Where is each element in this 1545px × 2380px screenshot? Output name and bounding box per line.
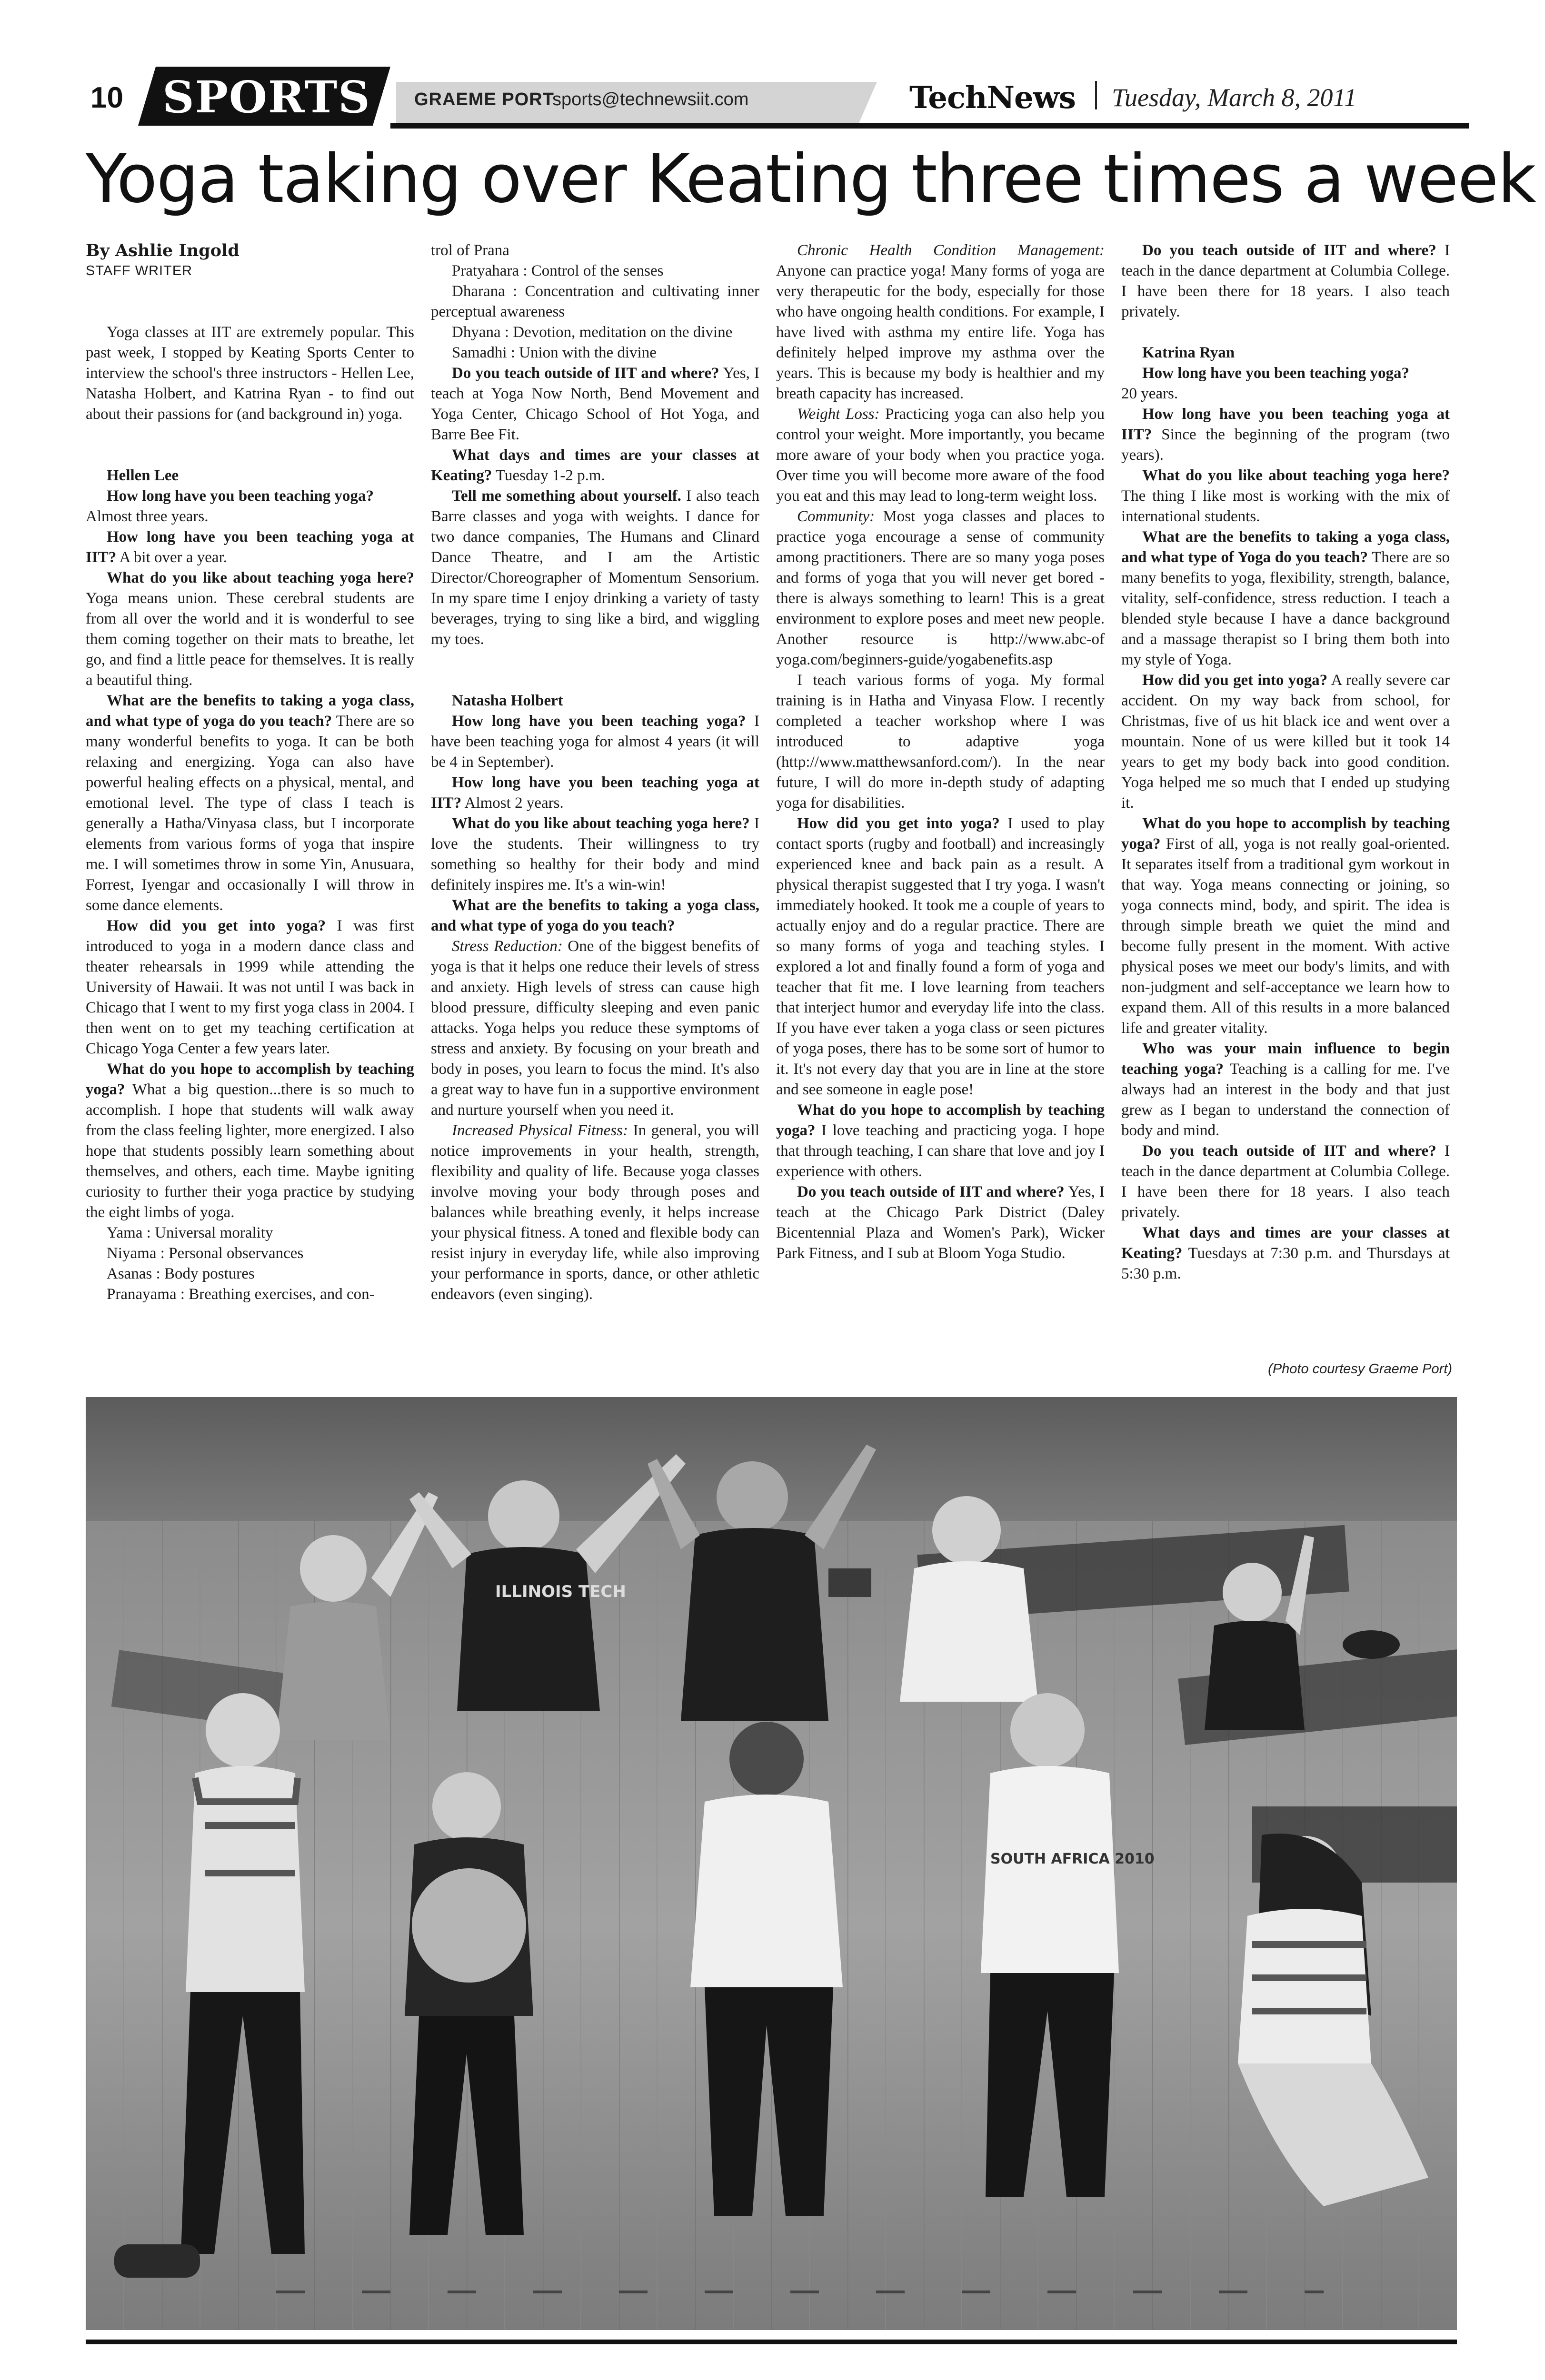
section-editor-email[interactable]: sports@technewsiit.com: [552, 89, 749, 109]
question: Who was your main influence to begin teaching yoga?: [1121, 1040, 1450, 1078]
limb-item: Samadhi : Union with the divine: [452, 344, 657, 361]
article-column-2: [431, 240, 759, 1305]
shirt-print: SOUTH AFRICA 2010: [990, 1851, 1155, 1867]
question: Do you teach outside of IIT and where?: [452, 365, 719, 382]
limb-item: Yama : Universal morality: [107, 1224, 273, 1241]
shirt-print: ILLINOIS TECH: [495, 1582, 626, 1601]
header-rule: [390, 123, 1469, 129]
question: Do you teach outside of IIT and where?: [1142, 1142, 1436, 1160]
benefit-label: Chronic Health Condition Management:: [797, 242, 1105, 259]
question: Do you teach outside of IIT and where?: [1142, 242, 1436, 259]
article-headline: Yoga taking over Keating three times a week: [86, 140, 1535, 218]
question: How long have you been teaching yoga at IIT?: [1121, 406, 1450, 443]
instructor-name: Natasha Holbert: [452, 692, 563, 709]
answer: I also teach Barre classes and yoga with weights. I dance for two dance companies, The Humans and Clinard Dance Theatre, and I am the Artistic Director/Choreographer of Momentum Sensorium. In my spare time I enjoy drinking a variety of tasty beverages, trying to sing like a bird, and wiggling my toes.: [431, 487, 759, 648]
question: What are the benefits to taking a yoga class, and what type of Yoga do you teach?: [1121, 528, 1450, 566]
article-column-3: [776, 240, 1105, 1264]
question: How long have you been teaching yoga at IIT?: [86, 528, 414, 566]
article-column-1: [86, 240, 414, 1305]
question: How long have you been teaching yoga?: [452, 713, 746, 730]
answer: I teach in the dance department at Columbia College. I have been there for 18 years. I also teach privately.: [1121, 1142, 1450, 1221]
answer: I teach various forms of yoga. My formal training is in Hatha and Vinyasa Flow. I recently completed a teacher workshop where I was introduced to adaptive yoga (http://www.matthewsanford.com/). In the near future, I will do more in-depth study of adapting yoga for disabilities.: [776, 672, 1105, 812]
photo-credit: (Photo courtesy Graeme Port): [1268, 1361, 1452, 1377]
question: What are the benefits to taking a yoga class, and what type of yoga do you teach?: [431, 897, 759, 934]
intro-paragraph: Yoga classes at IIT are extremely popular. This past week, I stopped by Keating Sports Center to interview the school's three instructors - Hellen Lee, Natasha Holbert, and Katrina Ryan - to find out about their passions for (and background in) yoga.: [86, 324, 414, 423]
question: What days and times are your classes at Keating?: [431, 446, 759, 484]
answer: 20 years.: [1121, 385, 1178, 402]
benefit-label: Community:: [797, 508, 875, 525]
section-label: SPORTS: [162, 71, 371, 123]
question: How long have you been teaching yoga at IIT?: [431, 774, 759, 812]
page-number: 10: [90, 81, 123, 114]
benefit-label: Weight Loss:: [797, 406, 880, 423]
answer: A really severe car accident. On my way back from school, for Christmas, five of us hit black ice and went over a mountain. None of us were killed but it took 14 years to get my body back into good condition. Yoga helped me so much that I ended up studying it.: [1121, 672, 1450, 812]
question: Do you teach outside of IIT and where?: [797, 1183, 1065, 1200]
answer: I have been teaching yoga for almost 4 years (it will be 4 in September).: [431, 713, 759, 771]
answer: I used to play contact sports (rugby and football) and increasingly experienced knee and back pain as a result. A physical therapist suggested that I try yoga. I wasn't immediately hooked. It took me a couple of years to actually enjoy and do a regular practice. There are so many forms of yoga and teaching styles. I explored a lot and finally found a form of yoga and teacher that fit me. I love learning from teachers that interject humor and everyday life into the class. If you have ever taken a yoga class or seen pictures of yoga poses, there has to be some sort of humor to it. It's not every day that you are in line at the store and see someone in eagle pose!: [776, 815, 1105, 1098]
benefit-label: Increased Physical Fitness:: [452, 1122, 628, 1139]
benefit-label: Stress Reduction:: [452, 938, 563, 955]
article-column-4: [1121, 240, 1450, 1284]
question: What do you hope to accomplish by teaching yoga?: [1121, 815, 1450, 853]
limb-continuation: trol of Prana: [431, 242, 509, 259]
benefit-text: In general, you will notice improvements in your health, strength, flexibility and quality of life. Because yoga classes involve moving your body through poses and balances while breathing evenly, it helps increase your physical fitness. A toned and flexible body can resist injury in everyday life, while also improving your performance in sports, dance, or other athletic endeavors (even singing).: [431, 1122, 759, 1303]
limb-item: Pranayama : Breathing exercises, and con-: [107, 1286, 375, 1303]
limb-item: Pratyahara : Control of the senses: [452, 262, 664, 279]
byline-role: STAFF WRITER: [86, 263, 193, 278]
answer: I teach in the dance department at Columbia College. I have been there for 18 years. I also teach privately.: [1121, 242, 1450, 320]
footer-rule: [86, 2340, 1457, 2344]
question: What do you like about teaching yoga here?: [1142, 467, 1450, 484]
question: What are the benefits to taking a yoga class, and what type of yoga do you teach?: [86, 692, 414, 730]
answer: Almost 2 years.: [464, 794, 564, 812]
question: What do you hope to accomplish by teaching yoga?: [776, 1101, 1105, 1139]
answer: There are so many wonderful benefits to yoga. It can be both relaxing and energizing. Yoga can also have powerful healing effects on a physical, mental, and emotional level. The type of class I teach is generally a Hatha/Vinyasa class, but I incorporate elements from various forms of yoga that inspire me. I will sometimes throw in some Yin, Anusuara, Forrest, Iyengar and occasionally I will throw in some dance elements.: [86, 713, 415, 914]
section-editor-name: GRAEME PORT: [414, 89, 554, 109]
answer: The thing I like most is working with the mix of international students.: [1121, 487, 1450, 525]
answer: There are so many benefits to yoga, flexibility, strength, balance, vitality, self-confidence, stress reduction. I teach a blended style because I have a dance background and a massage therapist so I bring them both into my style of Yoga.: [1121, 549, 1450, 668]
masthead: [76, 67, 1469, 133]
answer: Yoga means union. These cerebral students are from all over the world and it is wonderful to see them coming together on their mats to breathe, let go, and find a little peace for themselves. It is really a beautiful thing.: [86, 590, 414, 689]
answer: Yes, I teach at the Chicago Park District (Daley Bicentennial Plaza and Women's Park), Wicker Park Fitness, and I sub at Bloom Yoga Studio.: [776, 1183, 1105, 1262]
benefit-text: Most yoga classes and places to practice yoga encourage a sense of community among practitioners. There are so many yoga poses and forms of yoga that you will never get bored - there is always something to learn! This is a great environment to explore poses and meet new people. Another resource is http://www.abc-of yoga.com/beginners-guide/yogabenefits.asp: [776, 508, 1105, 668]
question: How long have you been teaching yoga?: [107, 487, 374, 505]
question: How did you get into yoga?: [1142, 672, 1328, 689]
question: Tell me something about yourself.: [452, 487, 681, 505]
answer: What a big question...there is so much to accomplish. I hope that students will walk away from the class feeling lighter, more energized. I also hope that students possibly learn something about themselves, and others, each time. Maybe igniting curiosity to further their yoga practice by studying the eight limbs of yoga.: [86, 1081, 414, 1221]
answer: I love the students. Their willingness to try something so healthy for their body and mind definitely inspires me. It's a win-win!: [431, 815, 760, 893]
limb-item: Dhyana : Devotion, meditation on the divine: [452, 324, 733, 341]
limb-item: Dharana : Concentration and cultivating inner perceptual awareness: [431, 283, 759, 320]
answer: I was first introduced to yoga in a modern dance class and theater rehearsals in 1999 while attending the University of Hawaii. It was not until I was back in Chicago that I went to my first yoga class in 2004. I then went on to get my teaching certification at Chicago Yoga Center a few years later.: [86, 917, 415, 1057]
question: How did you get into yoga?: [797, 815, 1000, 832]
newspaper-name: TechNews: [909, 80, 1076, 116]
limb-item: Niyama : Personal observances: [107, 1245, 304, 1262]
question: How did you get into yoga?: [107, 917, 326, 934]
answer: Almost three years.: [86, 508, 209, 525]
answer: Tuesdays at 7:30 p.m. and Thursdays at 5:30 p.m.: [1121, 1245, 1450, 1282]
question: What do you like about teaching yoga here?: [452, 815, 750, 832]
question: What do you hope to accomplish by teaching yoga?: [86, 1061, 414, 1098]
question: What do you like about teaching yoga here?: [107, 569, 414, 586]
answer: Teaching is a calling for me. I've always had an interest in the body and that just grew as I began to understand the connection of body and mind.: [1121, 1061, 1450, 1139]
benefit-text: One of the biggest benefits of yoga is that it helps one reduce their levels of stress and anxiety. High levels of stress can cause high blood pressure, difficulty sleeping and even panic attacks. Yoga helps you reduce these symptoms of stress and anxiety. By focusing on your breath and body in poses, you learn to focus the mind. It's also a great way to have fun in a supportive environment and nurture yourself when you need it.: [431, 938, 760, 1119]
benefit-text: Anyone can practice yoga! Many forms of yoga are very therapeutic for the body, especially for those who have ongoing health conditions. For example, I have lived with asthma my entire life. Yoga has definitely helped improve my asthma over the years. This is because my body is healthier and my breath capacity has increased.: [776, 262, 1105, 402]
byline-author: By Ashlie Ingold: [86, 241, 239, 260]
answer: A bit over a year.: [119, 549, 227, 566]
group-yoga-photo: [86, 1397, 1457, 2330]
date-separator: [1095, 81, 1097, 109]
benefit-text: Practicing yoga can also help you control your weight. More importantly, you became more aware of your body when you practice yoga. Over time you will become more aware of the food you eat and this may lead to long-term weight loss.: [776, 406, 1105, 505]
answer: Tuesday 1-2 p.m.: [495, 467, 605, 484]
answer: First of all, yoga is not really goal-oriented. It separates itself from a traditional gym workout in that way. Yoga means connecting or joining, so yoga connects mind, body, and spirit. The idea is through simple breath we quiet the mind and become fully present in the moment. With active physical poses we meet our body's limits, and with non-judgment and self-acceptance we learn how to expand them. All of this results in a more balanced life and greater vitality.: [1121, 835, 1450, 1037]
limb-item: Asanas : Body postures: [107, 1265, 255, 1282]
answer: Yes, I teach at Yoga Now North, Bend Movement and Yoga Center, Chicago School of Hot Yoga, and Barre Bee Fit.: [431, 365, 759, 443]
answer: I love teaching and practicing yoga. I hope that through teaching, I can share that love and joy I experience with others.: [776, 1122, 1105, 1180]
question: What days and times are your classes at Keating?: [1121, 1224, 1450, 1262]
instructor-name: Hellen Lee: [107, 467, 179, 484]
question: How long have you been teaching yoga?: [1142, 365, 1410, 382]
issue-date: Tuesday, March 8, 2011: [1112, 83, 1357, 112]
instructor-name: Katrina Ryan: [1142, 344, 1235, 361]
answer: Since the beginning of the program (two years).: [1121, 426, 1450, 464]
